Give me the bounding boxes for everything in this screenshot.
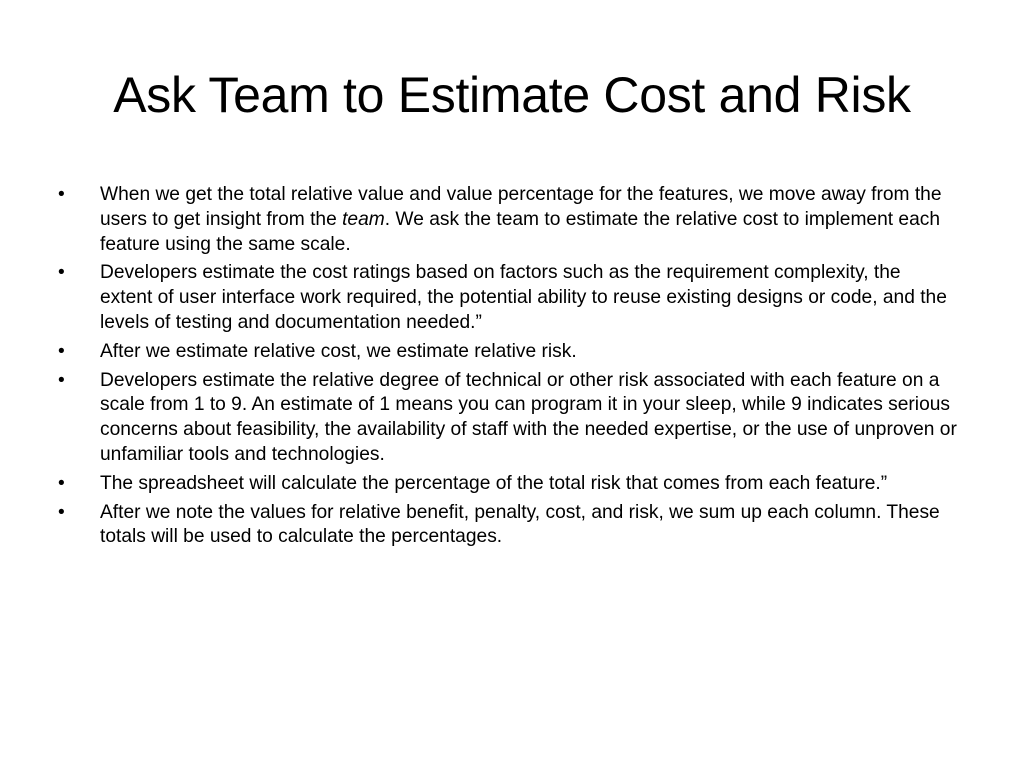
bullet-item bbox=[58, 340, 958, 365]
slide-title: Ask Team to Estimate Cost and Risk bbox=[113, 67, 911, 123]
bullet-item bbox=[58, 369, 958, 468]
bullet-text-part: When we get the total relative value and value percentage for the features, we move away from the users to get insight from the bbox=[100, 184, 942, 230]
bullet-item bbox=[58, 472, 958, 497]
bullet-text: After we estimate relative cost, we estimate relative risk. bbox=[100, 340, 577, 362]
bullet-item bbox=[58, 183, 958, 257]
bullet-text: The spreadsheet will calculate the percentage of the total risk that comes from each feature.” bbox=[100, 472, 888, 494]
bullet-item bbox=[58, 261, 958, 335]
bullet-text-emphasis: team bbox=[342, 208, 385, 230]
bullet-icon: • bbox=[58, 501, 65, 523]
bullet-text: Developers estimate the relative degree of technical or other risk associated with each feature on a scale from 1 to 9. An estimate of 1 means you can program it in your sleep, while 9 indicates serious concerns about feasibility, the availability of staff with the needed expertise, or the use of unproven or unfamiliar tools and technologies. bbox=[100, 369, 957, 465]
bullet-text: Developers estimate the cost ratings based on factors such as the requirement complexity, the extent of user interface work required, the potential ability to reuse existing designs or code, and the levels of testing and documentation needed.” bbox=[100, 262, 947, 333]
bullet-icon: • bbox=[58, 340, 65, 362]
bullet-icon: • bbox=[58, 369, 65, 391]
bullet-icon: • bbox=[58, 262, 65, 284]
bullet-icon: • bbox=[58, 184, 65, 205]
bullet-icon: • bbox=[58, 472, 65, 494]
bullet-text-part: . We ask the team to estimate the relative cost to implement each feature using the same scale. bbox=[100, 208, 941, 255]
bullet-item bbox=[58, 501, 958, 551]
bullet-list bbox=[58, 183, 958, 554]
bullet-text: After we note the values for relative benefit, penalty, cost, and risk, we sum up each column. These totals will be used to calculate the percentages. bbox=[100, 501, 940, 548]
